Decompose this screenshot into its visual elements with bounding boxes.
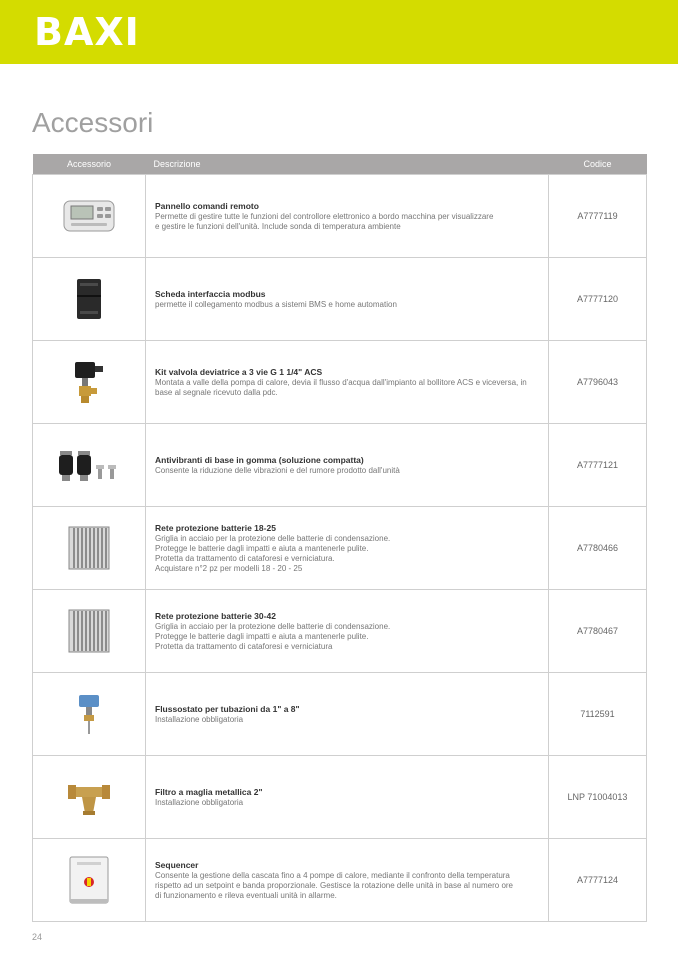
coil-guard-icon bbox=[67, 525, 111, 571]
accessory-code: LNP 71004013 bbox=[549, 756, 647, 839]
description-cell bbox=[146, 590, 549, 673]
table-row bbox=[33, 839, 647, 922]
accessory-name: Pannello comandi remoto bbox=[155, 200, 259, 211]
description-cell bbox=[146, 175, 549, 258]
accessory-code: A7780466 bbox=[549, 507, 647, 590]
table-row bbox=[33, 507, 647, 590]
sequencer-box-icon bbox=[67, 854, 111, 906]
accessory-name: Rete protezione batterie 30-42 bbox=[155, 610, 276, 621]
accessory-code: A7796043 bbox=[549, 341, 647, 424]
accessory-image-cell bbox=[33, 507, 146, 590]
accessory-code: A7777119 bbox=[549, 175, 647, 258]
metal-filter-icon bbox=[66, 777, 112, 817]
column-header-codice: Codice bbox=[549, 154, 647, 175]
description-cell bbox=[146, 839, 549, 922]
accessory-description: Consente la gestione della cascata fino a 4 pompe di calore, mediante il confronto della temperatura rispetto ad un setpoint e banda proporzionale. Gestisce la rotazione delle unità in base al numero ore di funzionamento e rileva eventuali unità in allarme. bbox=[155, 870, 514, 900]
table-row bbox=[33, 175, 647, 258]
diverter-valve-icon bbox=[69, 358, 109, 406]
page-number: 24 bbox=[32, 932, 43, 942]
accessories-table bbox=[32, 154, 647, 922]
accessory-code: A7777120 bbox=[549, 258, 647, 341]
accessory-description: Installazione obbligatoria bbox=[155, 797, 244, 807]
accessory-image-cell bbox=[33, 756, 146, 839]
accessory-name: Flussostato per tubazioni da 1" a 8" bbox=[155, 703, 300, 714]
accessory-image-cell bbox=[33, 175, 146, 258]
coil-guard-icon bbox=[67, 608, 111, 654]
table-row bbox=[33, 341, 647, 424]
description-cell bbox=[146, 756, 549, 839]
accessory-image-cell bbox=[33, 590, 146, 673]
baxi-logo: BAXI bbox=[34, 10, 140, 54]
description-cell bbox=[146, 673, 549, 756]
table-row bbox=[33, 756, 647, 839]
column-header-descrizione: Descrizione bbox=[146, 154, 549, 175]
accessory-name: Scheda interfaccia modbus bbox=[155, 288, 266, 299]
accessory-code: A7780467 bbox=[549, 590, 647, 673]
accessory-image-cell bbox=[33, 673, 146, 756]
table-row bbox=[33, 258, 647, 341]
accessory-name: Sequencer bbox=[155, 859, 199, 870]
remote-panel-icon bbox=[62, 198, 116, 234]
accessory-description: permette il collegamento modbus a sistemi BMS e home automation bbox=[155, 299, 397, 309]
accessory-name: Filtro a maglia metallica 2" bbox=[155, 786, 263, 797]
accessory-name: Antivibranti di base in gomma (soluzione compatta) bbox=[155, 454, 364, 465]
table-header-row bbox=[33, 154, 647, 175]
accessory-code: 7112591 bbox=[549, 673, 647, 756]
accessory-description: Consente la riduzione delle vibrazioni e del rumore prodotto dall'unità bbox=[155, 465, 400, 475]
description-cell bbox=[146, 258, 549, 341]
accessory-image-cell bbox=[33, 839, 146, 922]
page-title: Accessori bbox=[32, 107, 154, 138]
table-row bbox=[33, 590, 647, 673]
accessory-image-cell bbox=[33, 341, 146, 424]
modbus-card-icon bbox=[72, 277, 106, 321]
accessory-description: Griglia in acciaio per la protezione delle batterie di condensazione. Protegge le batterie dagli impatti e aiuta a mantenerle pulite. Protetta da trattamento di cataforesi e verniciatura. Acquistare n°2 pz per modelli 18 - 20 - 25 bbox=[155, 533, 391, 573]
accessory-description: Griglia in acciaio per la protezione delle batterie di condensazione. Protegge le batterie dagli impatti e aiuta a mantenerle pulite. Protetta da trattamento di cataforesi e verniciatura bbox=[155, 621, 391, 651]
description-cell bbox=[146, 341, 549, 424]
accessory-name: Rete protezione batterie 18-25 bbox=[155, 522, 276, 533]
accessory-code: A7777124 bbox=[549, 839, 647, 922]
accessory-description: Montata a valle della pompa di calore, devia il flusso d'acqua dall'impianto al bollitore ACS e viceversa, in base al segnale ricevuto dalla pdc. bbox=[155, 377, 527, 397]
brand-header-bar bbox=[0, 0, 678, 64]
table-row bbox=[33, 673, 647, 756]
column-header-accessorio: Accessorio bbox=[33, 154, 146, 175]
accessory-description: Installazione obbligatoria bbox=[155, 714, 244, 724]
description-cell bbox=[146, 507, 549, 590]
description-cell bbox=[146, 424, 549, 507]
accessory-code: A7777121 bbox=[549, 424, 647, 507]
accessory-description: Permette di gestire tutte le funzioni del controllore elettronico a bordo macchina per visualizzare e gestire le funzioni dell'unità. Include sonda di temperatura ambiente bbox=[155, 211, 494, 231]
accessory-image-cell bbox=[33, 424, 146, 507]
flow-switch-icon bbox=[74, 692, 104, 736]
accessory-image-cell bbox=[33, 258, 146, 341]
table-row bbox=[33, 424, 647, 507]
rubber-dampers-icon bbox=[56, 445, 122, 485]
accessory-name: Kit valvola deviatrice a 3 vie G 1 1/4" ACS bbox=[155, 366, 323, 377]
